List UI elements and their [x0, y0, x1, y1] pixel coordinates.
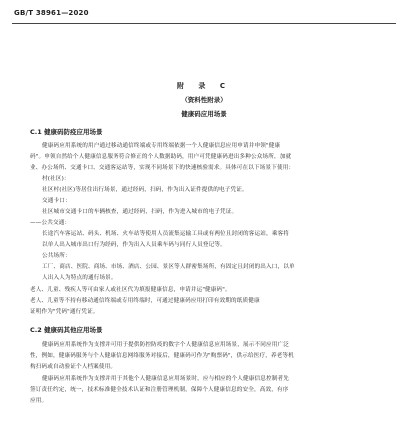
paragraph-line: 健康码应用系统作为支撑并用于其他个人健康信息应用场景时，应与相应的个人健康信息控制者先 [42, 376, 289, 382]
section-heading-c2: C.2 健康码其他应用场景 [30, 326, 103, 334]
list-item-text: 社区村(社区)等居住出行场景，通过经码，扫码，作为出入证件提供的电子凭证。 [42, 187, 248, 193]
appendix-title: 健康码应用场景 [181, 110, 227, 118]
appendix-label: 附 录 C [176, 82, 231, 90]
paragraph-line: 健康码应用系统作为支撑并可用于提供防控防疫的数字个人健康信息应用场景，展示不同应用广泛 [42, 342, 289, 348]
paragraph-line: 业、办公场所、交通卡口、交通客运站等，实现不同场景下的快速核验需求。具体可在以下场景下使用： [30, 165, 295, 171]
list-item-text: 长途汽车客运站、码头、机场、火车站等使用人员流集运输工具或有两位且封闭的客运站，乘客将 [42, 231, 289, 237]
section-heading-c1: C.1 健康码防疫应用场景 [30, 128, 103, 136]
paragraph-line: 签订责任约定，统一，技术标准健全技术认证和注册管理机制，保障个人健康信息的安全，高效，有序 [30, 387, 289, 393]
list-item-text: 人出入人为特点的通行场景。 [42, 275, 117, 281]
list-item-label: 交通卡口： [42, 198, 71, 204]
paragraph-line: 老人、儿童、残疾人等可由家人或社区代为填报健康信息，申请并运"健康码"。 [30, 287, 231, 293]
standard-number: GB/T 38961—2020 [14, 9, 89, 17]
paragraph-line: 应用。 [30, 398, 48, 404]
list-item-text: 以单人出入城市出口行为经码，作为出入人员乘车码与同行人员登记等。 [42, 242, 226, 248]
list-item-text: 工厂、商店、医院、商场、市场、酒店、公园、景区等人群密集场所，有固定且封闭的出入口，以单 [42, 264, 295, 270]
header-rule [12, 23, 396, 24]
paragraph-line: 码"。申领自然给个人健康信息服务符合修正的个人数据助码，用户可凭健康码进出多种公众场所，加就 [30, 154, 292, 160]
paragraph-line: 老人、儿童等不持有移动通信终端或专用终端时，可通过健康码应用打印有效期的纸质健康 [30, 298, 260, 304]
list-item-label: 村(社区)： [42, 176, 70, 182]
appendix-nature: （资料性附录） [181, 96, 227, 104]
paragraph-line: 健康码应用系统的用户通过移动通信终端或专用终端依据一个人健康信息应用申请并申领"健康 [42, 143, 281, 149]
list-item-text: 社区城市交通卡口的车辆核查，通过经码，扫码，作为进入城市的电子凭证。 [42, 209, 238, 215]
paragraph-line: 构扫码或自动验证个人档案使用。 [30, 364, 117, 370]
paragraph-line: 证明作为"凭码"通行凭证。 [30, 309, 99, 315]
paragraph-line: 性，例如，健康码服务与个人健康信息网络服务对接后，健康码可作为"购票码"，供示给医疗，养老等机 [30, 353, 294, 359]
list-item-label: ——公共交通： [30, 220, 71, 226]
list-item-label: 公共场所： [42, 253, 71, 259]
